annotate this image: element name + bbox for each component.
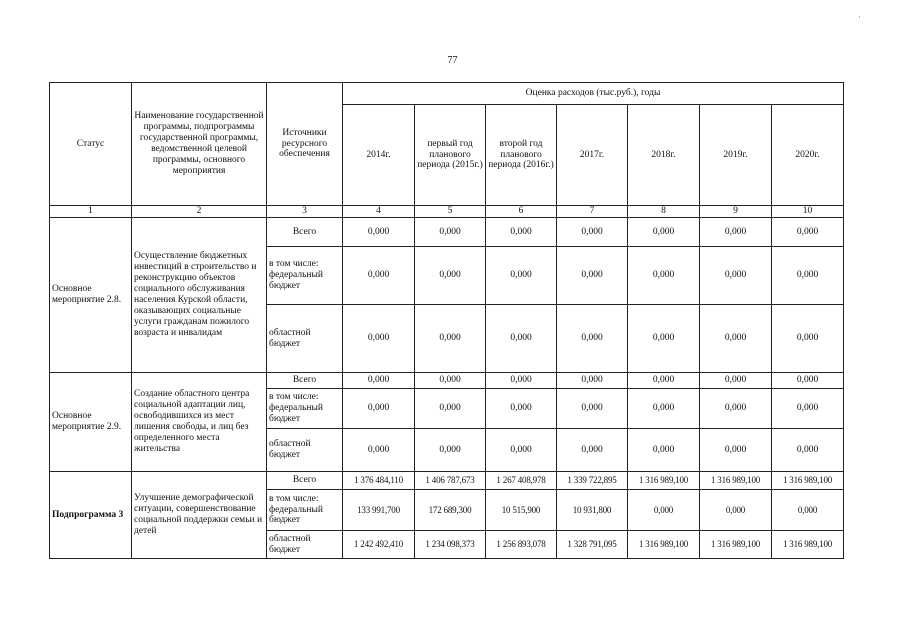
header-year: 2017г. (557, 105, 628, 206)
source-cell: Всего (267, 472, 343, 490)
value-cell: 0,000 (772, 218, 844, 247)
source-cell: в том числе: федеральный бюджет (267, 389, 343, 429)
value-cell: 0,000 (343, 429, 415, 472)
column-number: 3 (267, 206, 343, 218)
value-cell: 0,000 (772, 373, 844, 389)
value-cell: 0,000 (415, 305, 486, 373)
table-row (50, 373, 844, 389)
value-cell: 0,000 (415, 218, 486, 247)
value-cell: 1 316 989,100 (772, 531, 844, 559)
value-cell: 1 256 893,078 (486, 531, 557, 559)
value-cell: 0,000 (700, 218, 772, 247)
value-cell: 1 316 989,100 (700, 531, 772, 559)
value-cell: 1 406 787,673 (415, 472, 486, 490)
source-cell: Всего (267, 218, 343, 247)
value-cell: 10 931,800 (557, 490, 628, 531)
value-cell: 1 242 492,410 (343, 531, 415, 559)
value-cell: 0,000 (700, 373, 772, 389)
source-cell: областной бюджет (267, 429, 343, 472)
value-cell: 172 689,300 (415, 490, 486, 531)
value-cell: 0,000 (700, 429, 772, 472)
header-year: 2018г. (628, 105, 700, 206)
header-year: 2020г. (772, 105, 844, 206)
value-cell: 0,000 (700, 247, 772, 305)
value-cell: 0,000 (557, 247, 628, 305)
source-cell: областной бюджет (267, 305, 343, 373)
budget-table (49, 82, 844, 559)
column-number-row (50, 206, 844, 218)
value-cell: 0,000 (343, 218, 415, 247)
value-cell: 1 234 098,373 (415, 531, 486, 559)
value-cell: 0,000 (772, 305, 844, 373)
value-cell: 0,000 (486, 218, 557, 247)
value-cell: 1 316 989,100 (772, 472, 844, 490)
value-cell: 0,000 (343, 305, 415, 373)
value-cell: 0,000 (772, 247, 844, 305)
value-cell: 0,000 (557, 305, 628, 373)
table-row (50, 472, 844, 490)
value-cell: 1 316 989,100 (628, 472, 700, 490)
value-cell: 0,000 (486, 429, 557, 472)
value-cell: 0,000 (700, 389, 772, 429)
column-number: 5 (415, 206, 486, 218)
column-number: 6 (486, 206, 557, 218)
header-year: 2019г. (700, 105, 772, 206)
value-cell: 0,000 (700, 490, 772, 531)
value-cell: 1 316 989,100 (628, 531, 700, 559)
source-cell: Всего (267, 373, 343, 389)
name-cell: Улучшение демографической ситуации, совершенствование социальной поддержки семьи и детей (132, 472, 267, 559)
value-cell: 0,000 (486, 305, 557, 373)
value-cell: 0,000 (486, 389, 557, 429)
header-estimate: Оценка расходов (тыс.руб.), годы (343, 83, 844, 105)
value-cell: 1 376 484,110 (343, 472, 415, 490)
value-cell: 133 991,700 (343, 490, 415, 531)
source-cell: областной бюджет (267, 531, 343, 559)
corner-mark: · (858, 12, 861, 22)
column-number: 8 (628, 206, 700, 218)
value-cell: 0,000 (700, 305, 772, 373)
value-cell: 0,000 (557, 429, 628, 472)
value-cell: 0,000 (628, 373, 700, 389)
value-cell: 1 267 408,978 (486, 472, 557, 490)
table-row (50, 218, 844, 247)
value-cell: 0,000 (557, 373, 628, 389)
status-cell: Основное мероприятие 2.8. (50, 218, 132, 373)
value-cell: 0,000 (343, 389, 415, 429)
page-number: 77 (447, 55, 458, 66)
source-cell: в том числе: федеральный бюджет (267, 247, 343, 305)
header-year: второй год планового периода (2016г.) (486, 105, 557, 206)
status-cell: Подпрограмма 3 (50, 472, 132, 559)
header-year: 2014г. (343, 105, 415, 206)
column-number: 1 (50, 206, 132, 218)
value-cell: 0,000 (772, 429, 844, 472)
header-status: Статус (50, 83, 132, 206)
value-cell: 0,000 (772, 389, 844, 429)
value-cell: 0,000 (628, 218, 700, 247)
name-cell: Создание областного центра социальной адаптации лиц, освободившихся из мест лишения свободы, и лиц без определенного места жительства (132, 373, 267, 472)
value-cell: 0,000 (415, 373, 486, 389)
value-cell: 0,000 (628, 305, 700, 373)
header-year: первый год планового периода (2015г.) (415, 105, 486, 206)
value-cell: 0,000 (415, 389, 486, 429)
column-number: 9 (700, 206, 772, 218)
value-cell: 1 316 989,100 (700, 472, 772, 490)
value-cell: 0,000 (628, 247, 700, 305)
value-cell: 0,000 (343, 247, 415, 305)
column-number: 7 (557, 206, 628, 218)
value-cell: 0,000 (628, 490, 700, 531)
header-name: Наименование государственной программы, подпрограммы государственной программы, ведомственной целевой программы, основного мероприятия (132, 83, 267, 206)
value-cell: 0,000 (486, 247, 557, 305)
value-cell: 0,000 (772, 490, 844, 531)
value-cell: 0,000 (557, 218, 628, 247)
column-number: 4 (343, 206, 415, 218)
column-number: 2 (132, 206, 267, 218)
header-sources: Источники ресурсного обеспечения (267, 83, 343, 206)
name-cell: Осуществление бюджетных инвестиций в строительство и реконструкцию объектов социального обслуживания населения Курской области, оказывающих социальные услуги гражданам пожилого возраста и инвалидам (132, 218, 267, 373)
value-cell: 0,000 (415, 429, 486, 472)
value-cell: 10 515,900 (486, 490, 557, 531)
value-cell: 0,000 (628, 389, 700, 429)
value-cell: 0,000 (343, 373, 415, 389)
source-cell: в том числе: федеральный бюджет (267, 490, 343, 531)
value-cell: 1 339 722,895 (557, 472, 628, 490)
status-cell: Основное мероприятие 2.9. (50, 373, 132, 472)
value-cell: 0,000 (557, 389, 628, 429)
value-cell: 0,000 (415, 247, 486, 305)
column-number: 10 (772, 206, 844, 218)
value-cell: 0,000 (486, 373, 557, 389)
value-cell: 1 328 791,095 (557, 531, 628, 559)
value-cell: 0,000 (628, 429, 700, 472)
